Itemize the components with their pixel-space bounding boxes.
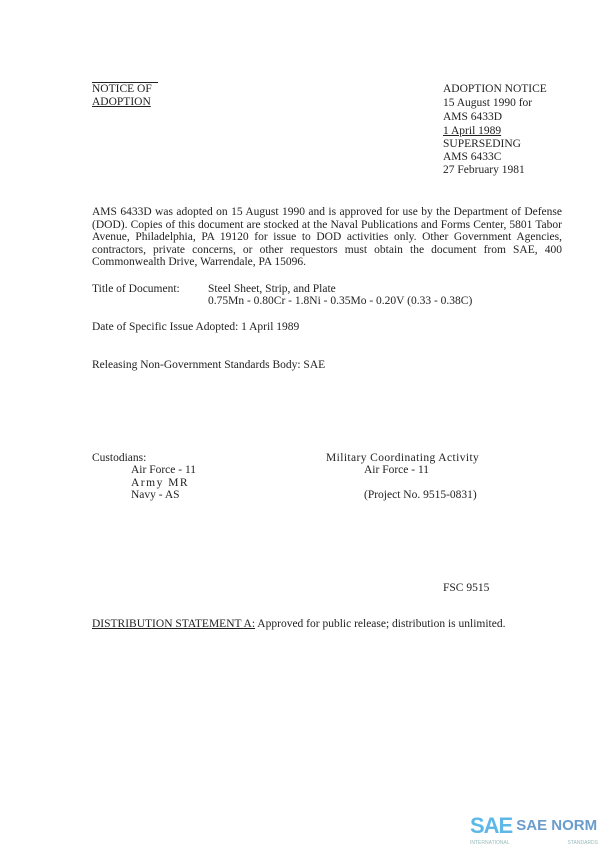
custodians-column [92,452,326,502]
title-line2: 0.75Mn - 0.80Cr - 1.8Ni - 0.35Mo - 0.20V (0.33 - 0.38C) [208,295,473,307]
military-activity-label: Military Coordinating Activity [326,451,480,464]
releasing-body: Releasing Non-Government Standards Body: SAE [92,359,326,371]
title-block [92,283,562,308]
custodian-item: Air Force - 11 [131,464,197,476]
logo-name: SAE NORM [516,817,598,834]
project-number: (Project No. 9515-0831) [364,489,477,501]
superseded-date: 27 February 1981 [443,164,525,176]
custodians-label: Custodians: [92,451,147,464]
military-item: Air Force - 11 [364,464,430,476]
title-lines [208,283,472,308]
military-column [326,452,562,502]
fsc-code: FSC 9515 [443,581,490,594]
date-of-issue: Date of Specific Issue Adopted: 1 April 1989 [92,320,300,333]
distribution-text: Approved for public release; distribution is unlimited. [255,618,506,630]
doc-date: 1 April 1989 [443,125,502,137]
logo-sub1: INTERNATIONAL [470,840,510,846]
notice-label-line1: NOTICE OF [92,82,158,96]
distribution-label: DISTRIBUTION STATEMENT A: [92,618,256,630]
document-body [92,206,562,631]
body-paragraph: AMS 6433D was adopted on 15 August 1990 and is approved for use by the Department of Defense (DOD). Copies of this document are stocked at the Naval Publications and Forms Center, 5801 Tabor Avenue, Philadelphia, PA 19120 for issue to DOD activities only. Other Government Agencies, contractors, private concerns, or other requestors must obtain the document from SAE, 400 Commonwealth Drive, Warrendale, PA 15096. [92,206,562,268]
sae-norm-logo [470,814,598,852]
title-line1: Steel Sheet, Strip, and Plate [208,282,336,295]
superseding-label: SUPERSEDING [443,138,521,150]
superseded-number: AMS 6433C [443,151,502,163]
logo-top [470,814,598,838]
logo-bottom [470,840,598,846]
custodian-item: Navy - AS [131,489,180,501]
adoption-notice: ADOPTION NOTICE [443,83,547,95]
notice-label-line2: ADOPTION [92,96,151,108]
logo-sub2: STANDARDS [567,840,598,846]
sae-mark: SAE [470,813,513,838]
adoption-date: 15 August 1990 for [443,97,533,109]
title-label: Title of Document: [92,282,180,295]
doc-number: AMS 6433D [443,111,503,123]
custodians-section [92,452,562,502]
custodian-item: Army MR [131,476,190,489]
distribution-statement [92,618,562,631]
